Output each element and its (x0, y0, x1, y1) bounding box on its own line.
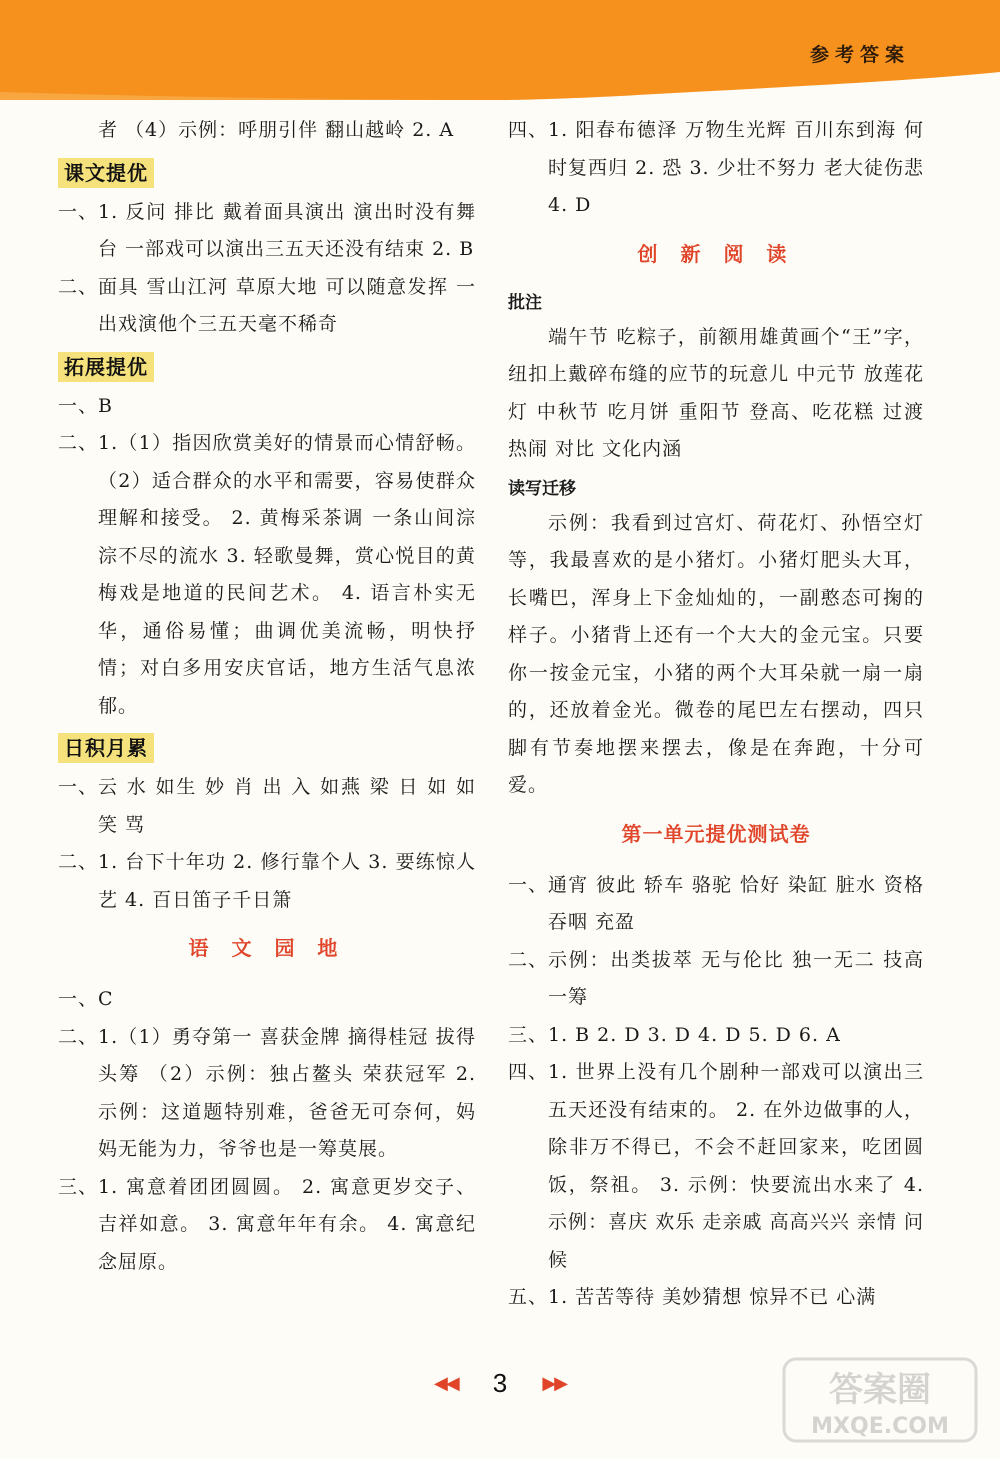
item-number: 四、 (508, 119, 549, 141)
item-text: C (98, 988, 114, 1010)
item-number: 四、 (508, 1061, 549, 1083)
page-header-title: 参考答案 (809, 44, 910, 66)
item-text: 通宵 彼此 轿车 骆驼 恰好 染缸 脏水 资格 吞咽 充盈 (548, 873, 924, 933)
item-number: 二、 (508, 948, 549, 971)
pizhu-text: 端午节 吃粽子，前额用雄黄画个“王”字，纽扣上戴碎布缝的应节的玩意儿 中元节 放莲花灯 中秋节 吃月饼 重阳节 登高、吃花糕 过渡 热闹 对比 文化内涵 (508, 325, 924, 460)
section-heading-test: 第一单元提优测试卷 (621, 821, 811, 846)
answer-item (508, 1054, 924, 1279)
svg-text:MXQE.COM: MXQE.COM (811, 1414, 949, 1439)
page-number: 3 (492, 1368, 508, 1398)
answer-item (508, 942, 924, 1017)
answer-item (508, 867, 924, 942)
right-arrows-icon: ▶▶ (542, 1373, 567, 1394)
item-text: 云 水 如生 妙 肖 出 入 如燕 梁 日 如 如 笑 骂 (98, 776, 476, 836)
item-number: 一、 (508, 873, 549, 896)
item-text: 1. 世界上没有几个剧种一部戏可以演出三五天还没有结束的。 2. 在外边做事的人，除非万不得已，不会不赶回家来，吃团圆饭，祭祖。 3. 示例：快要流出水来了 4. 示例：喜庆 欢乐 走亲戚 高高兴兴 亲情 问候 (548, 1061, 924, 1271)
right-column (508, 112, 924, 1317)
item-number: 一、 (58, 200, 99, 223)
left-column (58, 112, 476, 1281)
answer-item (58, 981, 476, 1019)
answer-item (58, 1169, 476, 1282)
answer-item (58, 388, 476, 426)
section-heading-yuwen: 语 文 园 地 (188, 936, 346, 960)
section-tag-kewen: 课文提优 (58, 158, 154, 188)
item-text: 1.（1）指因欣赏美好的情景而心情舒畅。（2）适合群众的水平和需要，容易使群众理解和接受。 2. 黄梅采茶调 一条山间淙淙不尽的流水 3. 轻歌曼舞，赏心悦目的黄梅戏是地道的民间艺术。 4. 语言朴实无华，通俗易懂；曲调优美流畅，明快抒情；对白多用安庆官话，地方生活气息浓郁。 (98, 432, 476, 717)
item-text: 1. 反问 排比 戴着面具演出 演出时没有舞台 一部戏可以演出三五天还没有结束 2. B (98, 200, 476, 260)
answer-item (508, 1279, 924, 1317)
item-number: 一、 (58, 776, 99, 798)
answer-item (58, 769, 476, 844)
item-text: 1. 台下十年功 2. 修行靠个人 3. 要练惊人艺 4. 百日笛子千日箫 (98, 851, 476, 911)
item-text: 面具 雪山江河 草原大地 可以随意发挥 一出戏演他个三五天毫不稀奇 (98, 275, 476, 335)
answer-item (58, 844, 476, 919)
item-text: B (98, 394, 113, 417)
item-number: 一、 (58, 988, 99, 1010)
item-text: 1. 苦苦等待 美妙猜想 惊异不已 心满 (548, 1286, 877, 1308)
item-number: 一、 (58, 394, 99, 417)
answer-item (508, 1017, 924, 1055)
section-tag-tuozhan: 拓展提优 (58, 352, 154, 382)
item-number: 三、 (508, 1023, 549, 1046)
section-tag-riji: 日积月累 (58, 733, 154, 763)
answer-item (58, 1019, 476, 1169)
answer-item (58, 425, 476, 725)
item-text: 1.（1）勇夺第一 喜获金牌 摘得桂冠 拔得头筹 （2）示例：独占鳌头 荣获冠军 2. 示例：这道题特别难，爸爸无可奈何，妈妈无能为力，爷爷也是一筹莫展。 (98, 1025, 476, 1160)
subheading-pizhu: 批注 (508, 292, 542, 313)
item-number: 二、 (58, 275, 99, 298)
subheading-duxie: 读写迁移 (508, 478, 576, 499)
item-number: 二、 (58, 1025, 99, 1048)
item-text: 1. B 2. D 3. D 4. D 5. D 6. A (548, 1023, 841, 1046)
answer-item (508, 112, 924, 225)
item-number: 二、 (58, 851, 99, 873)
item-text: 示例：出类拔萃 无与伦比 独一无二 技高一筹 (548, 948, 924, 1008)
item-number: 五、 (508, 1286, 549, 1308)
answer-item (58, 194, 476, 269)
item-text: 1. 寓意着团团圆圆。 2. 寓意更岁交子、吉祥如意。 3. 寓意年年有余。 4. 寓意纪念屈原。 (98, 1175, 476, 1273)
item-text: 1. 阳春布德泽 万物生光辉 百川东到海 何时复西归 2. 恐 3. 少壮不努力 老大徒伤悲 4. D (548, 119, 924, 216)
svg-text:答案圈: 答案圈 (829, 1370, 931, 1410)
watermark-logo (780, 1355, 980, 1445)
section-heading-chuangxin: 创 新 阅 读 (637, 241, 795, 266)
answer-item (58, 269, 476, 344)
item-number: 二、 (58, 432, 99, 454)
item-number: 三、 (58, 1175, 99, 1198)
left-arrows-icon: ◀◀ (433, 1373, 458, 1394)
continuation-text: 者 （4）示例：呼朋引伴 翻山越岭 2. A (98, 119, 455, 141)
duxie-text: 示例：我看到过宫灯、荷花灯、孙悟空灯等，我最喜欢的是小猪灯。小猪灯肥头大耳，长嘴巴，浑身上下金灿灿的，一副憨态可掬的样子。小猪背上还有一个大大的金元宝。只要你一按金元宝，小猪的两个大耳朵就一扇一扇的，还放着金光。微卷的尾巴左右摆动，四只脚有节奏地摆来摆去，像是在奔跑，十分可爱。 (508, 511, 924, 796)
